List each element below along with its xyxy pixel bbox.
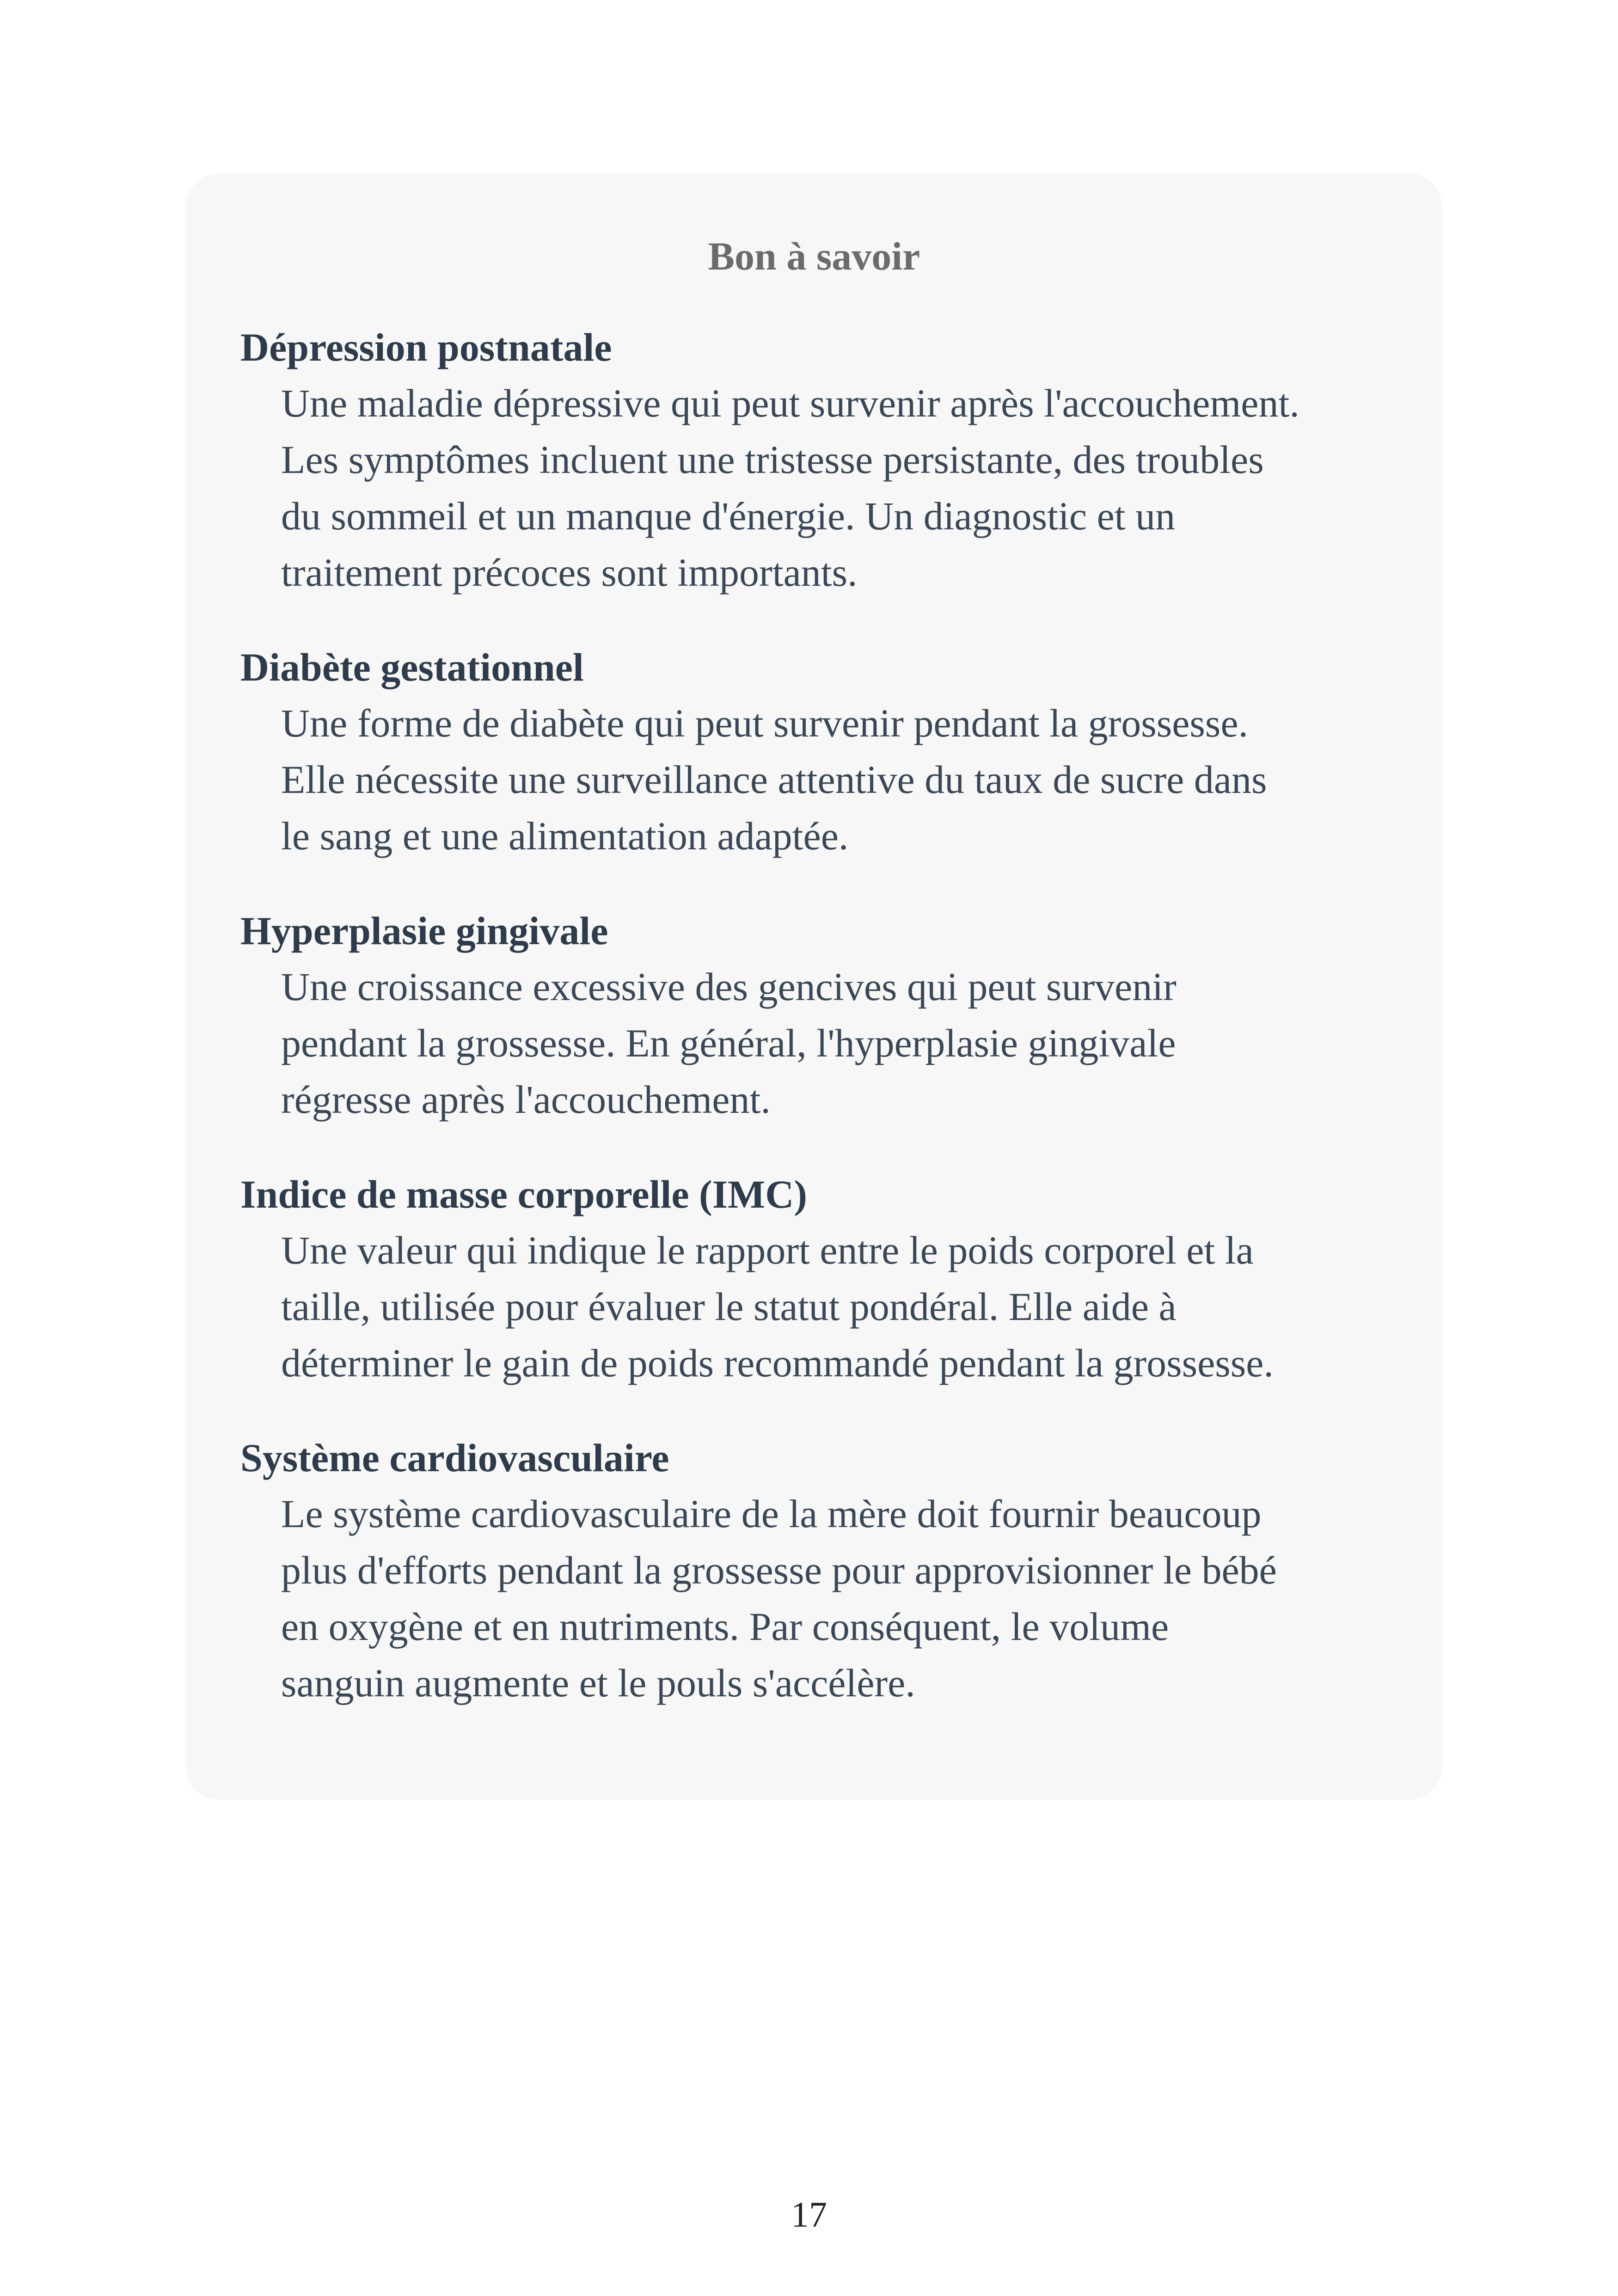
- term-heading: Hyperplasie gingivale: [240, 909, 608, 953]
- definition-line: sanguin augmente et le pouls s'accélère.: [281, 1661, 915, 1706]
- term-definition: [281, 375, 1415, 601]
- definition-line: le sang et une alimentation adaptée.: [281, 814, 849, 859]
- definition-line: en oxygène et en nutriments. Par conséquent, le volume: [281, 1604, 1169, 1649]
- info-box-title: Bon à savoir: [708, 234, 920, 278]
- definition-line: Elle nécessite une surveillance attentive du taux de sucre dans: [281, 757, 1267, 802]
- definition-line: Une croissance excessive des gencives qui peut survenir: [281, 964, 1177, 1009]
- definition-line: du sommeil et un manque d'énergie. Un diagnostic et un: [281, 494, 1176, 539]
- definition-line: traitement précoces sont importants.: [281, 550, 858, 595]
- definition-line: régresse après l'accouchement.: [281, 1077, 771, 1122]
- term-heading: Système cardiovasculaire: [240, 1436, 669, 1480]
- definition-line: taille, utilisée pour évaluer le statut pondéral. Elle aide à: [281, 1284, 1177, 1329]
- term-gestational-diabetes: [240, 644, 1415, 864]
- definition-line: Le système cardiovasculaire de la mère doit fournir beaucoup: [281, 1492, 1262, 1536]
- definition-line: déterminer le gain de poids recommandé pendant la grossesse.: [281, 1341, 1274, 1386]
- term-definition: [281, 1486, 1415, 1711]
- definition-line: plus d'efforts pendant la grossesse pour approvisionner le bébé: [281, 1548, 1277, 1593]
- term-definition: [281, 695, 1415, 864]
- info-box: [186, 173, 1442, 1800]
- term-postnatal-depression: [240, 324, 1415, 601]
- definition-line: pendant la grossesse. En général, l'hyperplasie gingivale: [281, 1021, 1176, 1066]
- term-heading: Indice de masse corporelle (IMC): [240, 1172, 808, 1216]
- term-heading: Diabète gestationnel: [240, 645, 584, 689]
- definition-line: Une valeur qui indique le rapport entre le poids corporel et la: [281, 1228, 1254, 1273]
- term-cardiovascular-system: [240, 1434, 1415, 1711]
- term-definition: [281, 958, 1415, 1128]
- term-gingival-hyperplasia: [240, 907, 1415, 1128]
- term-body-mass-index: [240, 1171, 1415, 1391]
- term-definition: [281, 1222, 1415, 1391]
- definition-line: Une maladie dépressive qui peut survenir après l'accouchement.: [281, 381, 1299, 426]
- page-number: 17: [791, 2194, 827, 2235]
- definition-line: Les symptômes incluent une tristesse persistante, des troubles: [281, 437, 1264, 482]
- definition-line: Une forme de diabète qui peut survenir pendant la grossesse.: [281, 701, 1249, 746]
- term-heading: Dépression postnatale: [240, 325, 612, 369]
